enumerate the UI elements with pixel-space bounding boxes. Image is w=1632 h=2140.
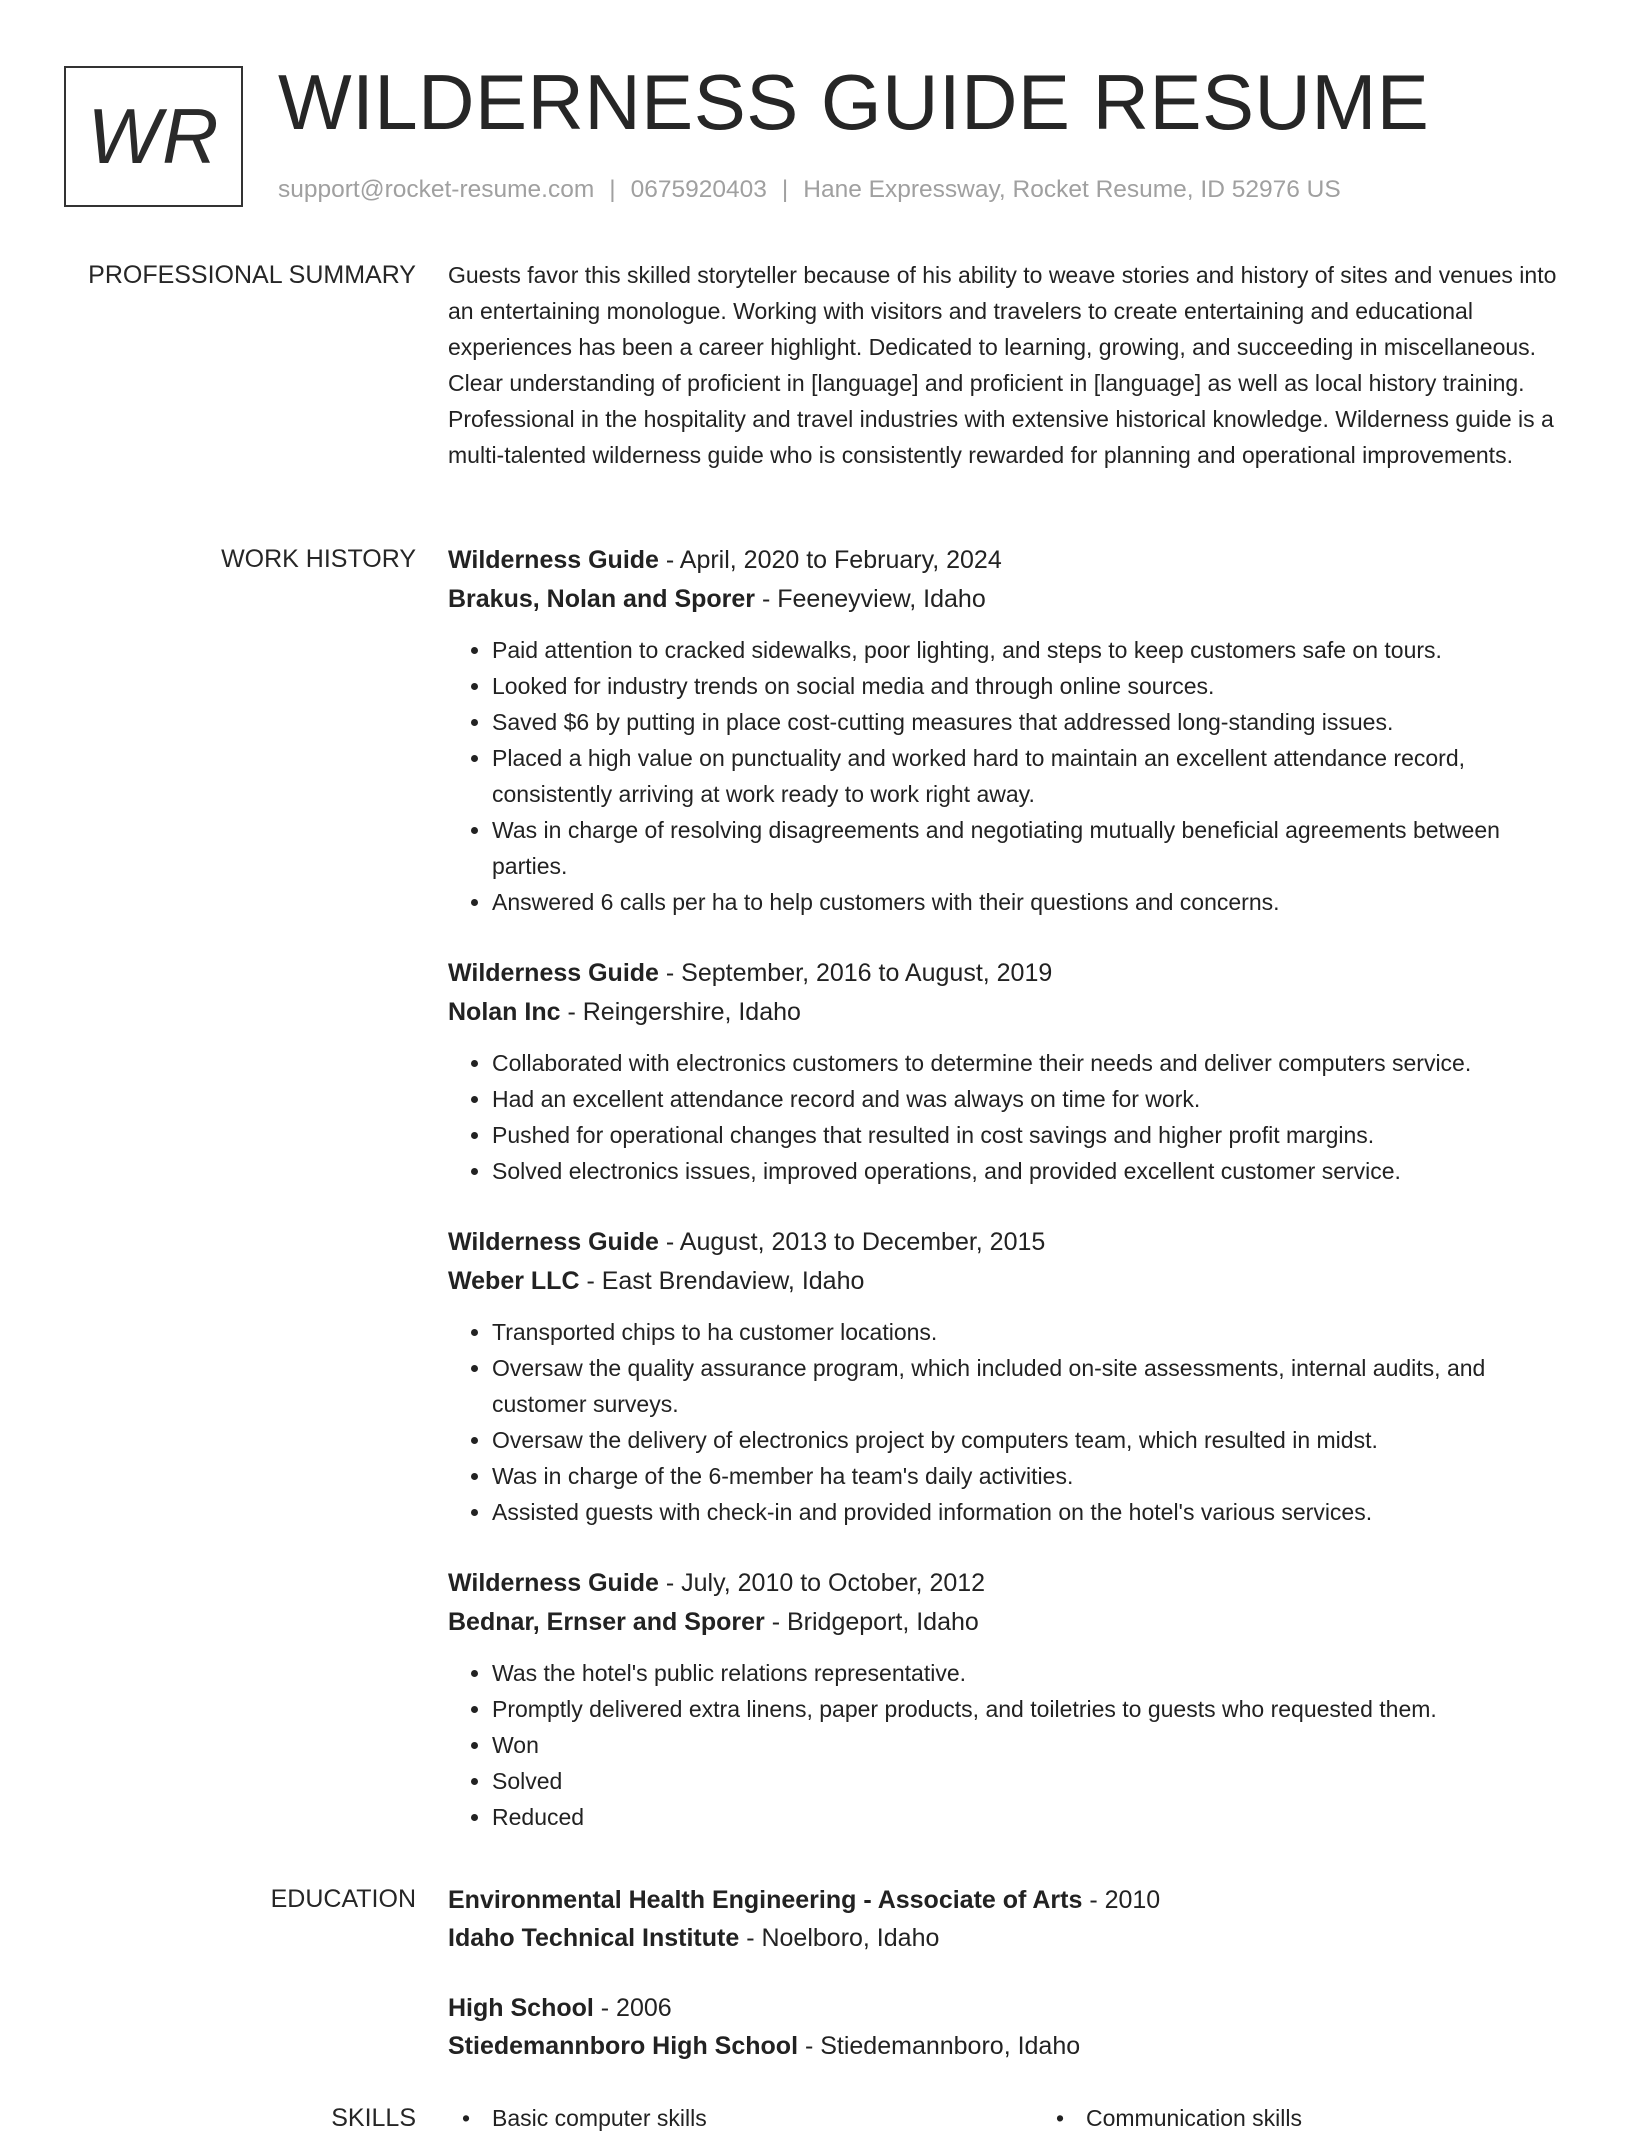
section-label-work: WORK HISTORY xyxy=(221,545,416,573)
job-title-line xyxy=(448,541,1568,580)
education-degree: Environmental Health Engineering - Associate of Arts xyxy=(448,1886,1083,1914)
contact-email: support@rocket-resume.com xyxy=(278,176,595,203)
monogram-logo xyxy=(64,66,243,207)
education-year: - 2010 xyxy=(1082,1886,1161,1914)
job-bullet-item: • Was the hotel's public relations representative. xyxy=(492,1655,1568,1691)
job-entry xyxy=(448,1223,1568,1530)
job-title: Wilderness Guide xyxy=(448,959,659,987)
skill-bullet: • xyxy=(462,2105,471,2131)
job-bullet-item: • Had an excellent attendance record and was always on time for work. xyxy=(492,1081,1568,1117)
education-school: Stiedemannboro High School xyxy=(448,2032,799,2060)
job-dates: - September, 2016 to August, 2019 xyxy=(658,959,1053,987)
education-location: - Stiedemannboro, Idaho xyxy=(798,2032,1081,2060)
job-title: Wilderness Guide xyxy=(448,1228,659,1256)
job-bullet-item: • Placed a high value on punctuality and worked hard to maintain an excellent attendance record, consistently arriving at work ready to work right away. xyxy=(492,740,1568,812)
section-label-skills: SKILLS xyxy=(331,2104,416,2132)
contact-phone: 0675920403 xyxy=(630,176,767,203)
contact-line xyxy=(278,174,1341,206)
skill-item xyxy=(1042,2100,1302,2136)
job-location: - Reingershire, Idaho xyxy=(560,998,801,1026)
skills-list xyxy=(448,2100,1568,2140)
job-bullet-item: • Pushed for operational changes that resulted in cost savings and higher profit margins. xyxy=(492,1117,1568,1153)
education-degree: High School xyxy=(448,1994,594,2022)
summary-text: Guests favor this skilled storyteller because of his ability to weave stories and history of sites and venues into an entertaining monologue. Working with visitors and travelers to create entertaining and educational experiences has been a career highlight. Dedicated to learning, growing, and succeeding in miscellaneous. Clear understanding of proficient in [language] and proficient in [language] as well as local history training. Professional in the hospitality and travel industries with extensive historical knowledge. Wilderness guide is a multi-talented wilderness guide who is consistently rewarded for planning and operational improvements. xyxy=(448,262,1557,468)
contact-address: Hane Expressway, Rocket Resume, ID 52976 US xyxy=(803,176,1341,203)
job-bullet-item: • Promptly delivered extra linens, paper products, and toiletries to guests who requested them. xyxy=(492,1691,1568,1727)
contact-separator: | xyxy=(609,176,616,203)
job-company: Brakus, Nolan and Sporer xyxy=(448,585,756,613)
job-bullet-item: • Solved electronics issues, improved operations, and provided excellent customer service. xyxy=(492,1153,1568,1189)
education-school-line xyxy=(448,2027,1568,2065)
job-location: - Feeneyview, Idaho xyxy=(755,585,986,613)
job-bullets xyxy=(448,632,1568,920)
job-bullet-item: • Transported chips to ha customer locations. xyxy=(492,1314,1568,1350)
job-company: Weber LLC xyxy=(448,1267,580,1295)
skill-text: Communication skills xyxy=(1086,2105,1303,2131)
education-degree-line xyxy=(448,1881,1568,1919)
skill-text: Basic computer skills xyxy=(492,2105,707,2131)
education-school: Idaho Technical Institute xyxy=(448,1924,740,1952)
job-bullet-item: • Saved $6 by putting in place cost-cutting measures that addressed long-standing issues. xyxy=(492,704,1568,740)
job-bullet-item: • Was in charge of resolving disagreements and negotiating mutually beneficial agreements between parties. xyxy=(492,812,1568,884)
job-bullet-item: • Won xyxy=(492,1727,1568,1763)
job-entry xyxy=(448,541,1568,920)
job-dates: - April, 2020 to February, 2024 xyxy=(658,546,1002,574)
job-company-line xyxy=(448,1262,1568,1301)
job-bullet-item: • Was in charge of the 6-member ha team's daily activities. xyxy=(492,1458,1568,1494)
job-company: Nolan Inc xyxy=(448,998,561,1026)
job-dates: - August, 2013 to December, 2015 xyxy=(658,1228,1046,1256)
education-entry xyxy=(448,1881,1568,1957)
job-bullet-item: • Reduced xyxy=(492,1799,1568,1835)
job-title: Wilderness Guide xyxy=(448,1569,659,1597)
job-bullet-item: • Assisted guests with check-in and provided information on the hotel's various services. xyxy=(492,1494,1568,1530)
resume-title: WILDERNESS GUIDE RESUME xyxy=(278,58,1430,146)
skill-item xyxy=(448,2100,707,2136)
job-company: Bednar, Ernser and Sporer xyxy=(448,1608,765,1636)
monogram-text: WR xyxy=(87,92,220,180)
job-bullets xyxy=(448,1655,1568,1835)
job-location: - East Brendaview, Idaho xyxy=(579,1267,865,1295)
education-entry xyxy=(448,1989,1568,2065)
job-entry xyxy=(448,1564,1568,1835)
job-bullet-item: • Solved xyxy=(492,1763,1568,1799)
job-company-line xyxy=(448,993,1568,1032)
job-company-line xyxy=(448,1603,1568,1642)
education-year: - 2006 xyxy=(593,1994,672,2022)
job-bullet-item: • Answered 6 calls per ha to help customers with their questions and concerns. xyxy=(492,884,1568,920)
job-title: Wilderness Guide xyxy=(448,546,659,574)
job-company-line xyxy=(448,580,1568,619)
job-entry xyxy=(448,954,1568,1189)
job-bullet-item: • Oversaw the quality assurance program, which included on-site assessments, internal audits, and customer surveys. xyxy=(492,1350,1568,1422)
section-label-education: EDUCATION xyxy=(270,1885,416,1913)
contact-separator: | xyxy=(781,176,789,203)
job-title-line xyxy=(448,1223,1568,1262)
job-title-line xyxy=(448,954,1568,993)
education-location: - Noelboro, Idaho xyxy=(739,1924,940,1952)
education-list xyxy=(448,1881,1568,2097)
job-bullet-item: • Paid attention to cracked sidewalks, poor lighting, and steps to keep customers safe on tours. xyxy=(492,632,1568,668)
job-bullet-item: • Oversaw the delivery of electronics project by computers team, which resulted in midst. xyxy=(492,1422,1568,1458)
skill-bullet: • xyxy=(1056,2105,1065,2131)
job-bullet-item: • Collaborated with electronics customers to determine their needs and deliver computers service. xyxy=(492,1045,1568,1081)
job-bullets xyxy=(448,1045,1568,1189)
education-school-line xyxy=(448,1919,1568,1957)
job-bullets xyxy=(448,1314,1568,1530)
jobs-list xyxy=(448,541,1568,1869)
job-location: - Bridgeport, Idaho xyxy=(764,1608,979,1636)
job-dates: - July, 2010 to October, 2012 xyxy=(658,1569,986,1597)
section-label-summary: PROFESSIONAL SUMMARY xyxy=(88,261,416,289)
education-degree-line xyxy=(448,1989,1568,2027)
job-title-line xyxy=(448,1564,1568,1603)
job-bullet-item: • Looked for industry trends on social media and through online sources. xyxy=(492,668,1568,704)
